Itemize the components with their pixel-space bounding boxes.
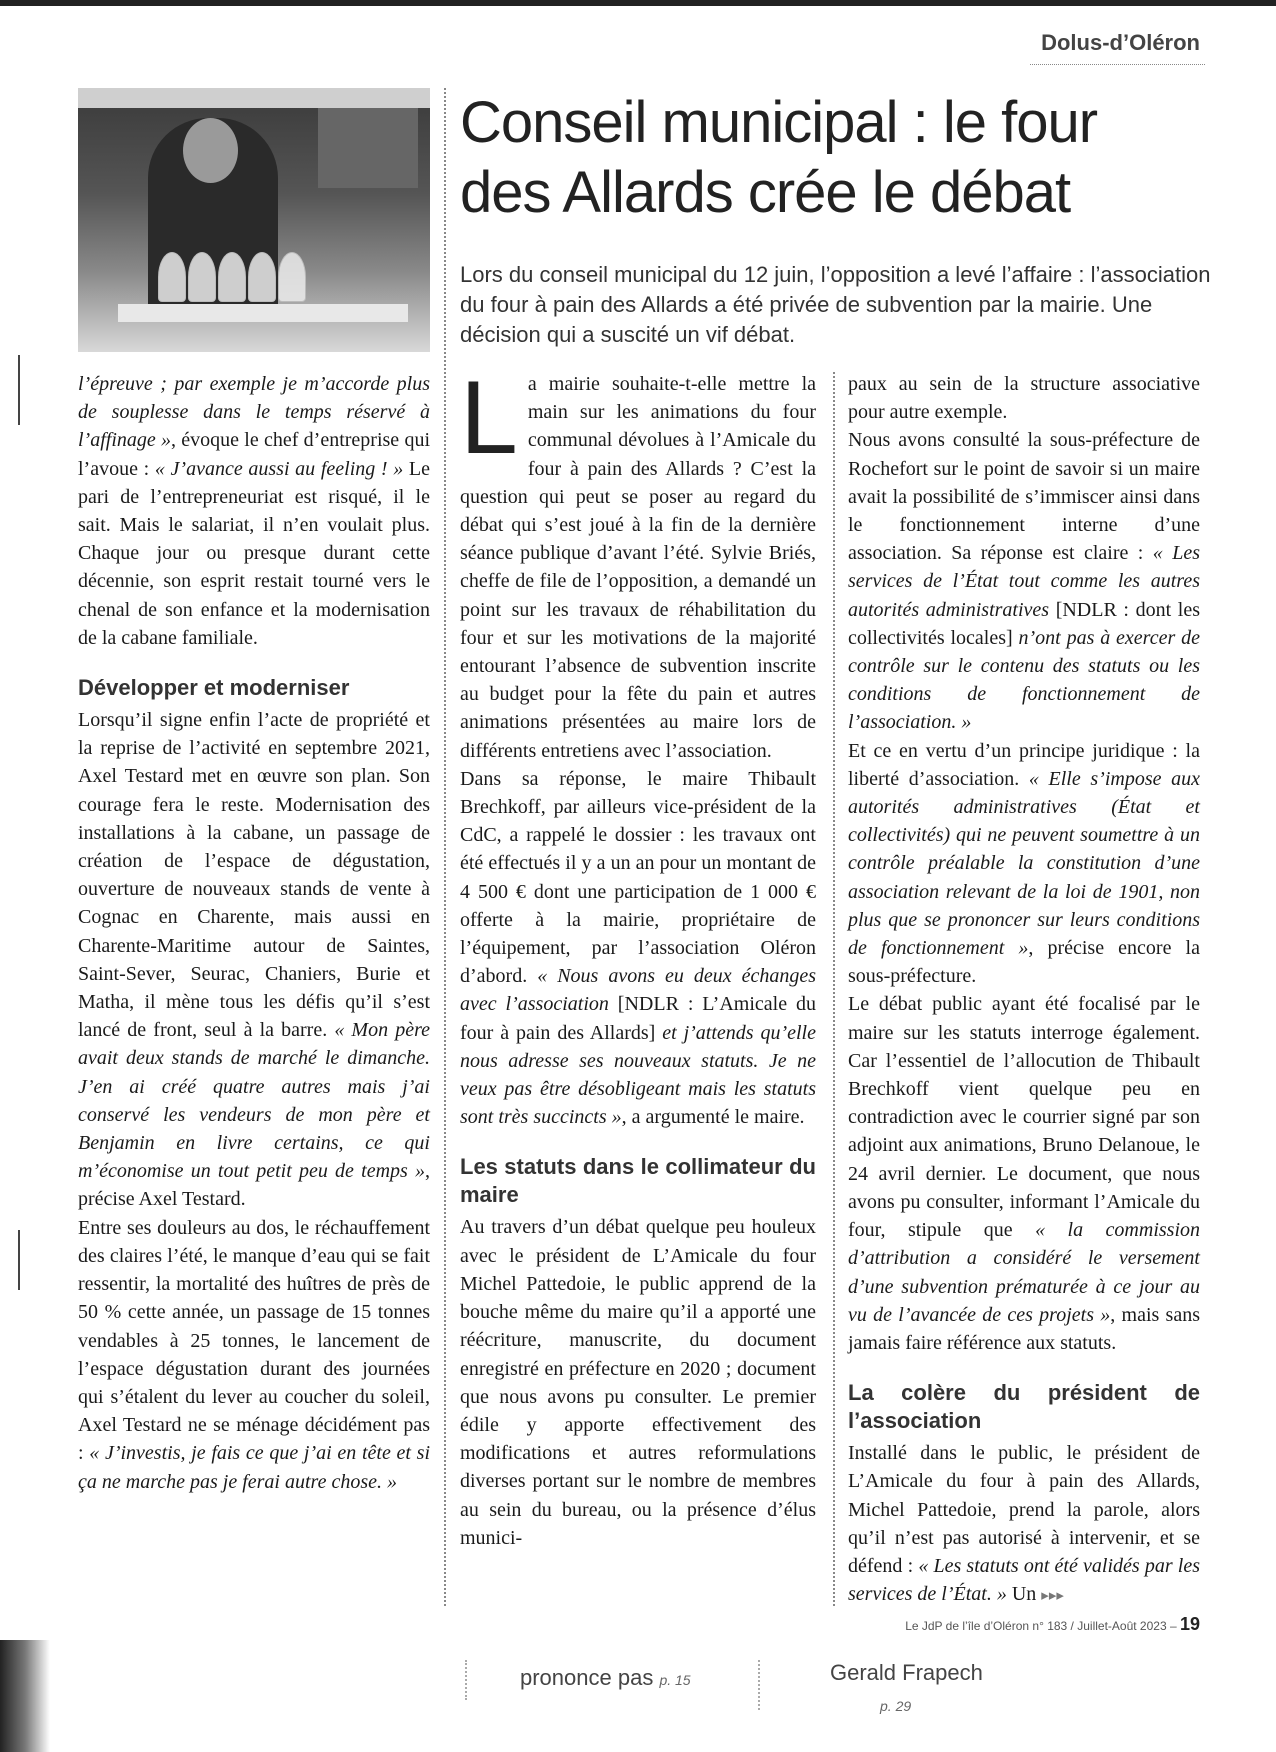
quote-text: « Mon père avait deux stands de marché le dimanche. J’en ai créé quatre autres mais j’ai conservé les vendeurs de mon père et Benjamin en livre certains, ce qui m’économise un tout petit peu de temps » (78, 1019, 430, 1183)
editor-note: [NDLR : dont les collectivités locales] (848, 598, 1200, 649)
body-text: Et ce en vertu d’un principe juridique : la liberté d’association. (848, 739, 1200, 790)
photo-person-head (183, 118, 238, 183)
quote-text: « J’avance aussi au feeling ! » (154, 457, 404, 480)
quote-text: « Les services de l’État tout comme les autres autorités administratives (848, 542, 1200, 621)
column-1 (78, 370, 430, 1496)
scan-mark (18, 355, 20, 425)
bleed-separator (758, 1660, 760, 1710)
next-page-teaser-2 (830, 1660, 983, 1686)
col1-paragraph-1 (78, 370, 430, 652)
drop-cap: L (460, 360, 518, 476)
subhead-colere: La colère du président de l’association (848, 1380, 1200, 1434)
col3-paragraph-2 (848, 426, 1200, 736)
photo-tray (118, 304, 408, 322)
body-text: Dans sa réponse, le maire Thibault Brechkoff, par ailleurs vice-président de la CdC, a rappelé le dossier : les travaux ont été effectués il y a un an pour un montant de 4 500 € dont une participation de 1 000 € offerte à la mairie, propriétaire de l’équipement, par l’association Oléron d’abord. (460, 767, 816, 988)
quote-text: « Les statuts ont été validés par les services de l’État. » (848, 1554, 1200, 1606)
oyster-farmer-photo (78, 88, 430, 352)
col2-paragraph-3 (460, 1213, 816, 1551)
teaser-page-ref: p. 29 (880, 1698, 912, 1714)
headline-line-2: des Allards crée le débat (460, 160, 1071, 225)
article-standfirst: Lors du conseil municipal du 12 juin, l’opposition a levé l’affaire : l’association du four à pain des Allards a été privée de subvention par la mairie. Une décision qui a suscité un vif débat. (460, 262, 1211, 347)
col3-paragraph-3 (848, 737, 1200, 991)
column-3 (848, 370, 1200, 1609)
body-text: Le débat public ayant été focalisé par le maire sur les statuts interroge également. Car l’essentiel de l’allocution de Thibault Brechkoff vient quelque peu en contradiction avec le courrier signé par son adjoint aux animations, Bruno Delanoue, le 24 avril dernier. Le document, que nous avons pu consulter, informant l’Amicale du four, stipule que (848, 993, 1200, 1242)
wine-glass (278, 252, 306, 302)
quote-text: « J’investis, je fais ce que j’ai en tête et si ça ne marche pas je ferai autre chose. » (78, 1442, 431, 1493)
wine-glass (188, 252, 216, 302)
photo-background-rack (318, 108, 418, 188)
next-page-teaser-1 (520, 1665, 691, 1691)
quote-text: « Nous avons eu deux échanges avec l’association (460, 965, 817, 1016)
body-text: a mairie souhaite-t-elle mettre la main sur les animations du four communal dévolues à l’Amicale du four à pain des Allards ? C’est la question qui peut se poser au regard du débat qui s’est joué à la fin de la dernière séance publique d’avant l’été. Sylvie Briés, cheffe de file de l’opposition, a demandé un point sur les travaux de réhabilitation du four et sur les motivations de la majorité entourant l’absence de subvention inscrite au budget pour la fête du pain et autres animations présentées au maire lors de différents entretiens avec l’association. (460, 373, 816, 762)
body-text: Le pari de l’entrepreneuriat est risqué, il le sait. Mais le salariat, il n’en voulait plus. Chaque jour ou presque durant cette décennie, son esprit restait tourné vers le chenal de son enfance et la modernisation de la cabane familiale. (78, 457, 431, 649)
teaser-text: prononce pas (520, 1665, 654, 1690)
section-tag: Dolus-d’Oléron (1041, 30, 1200, 55)
col1-paragraph-3 (78, 1214, 430, 1496)
editor-note: [NDLR : L’Amicale du four à pain des Allards] (460, 993, 816, 1044)
body-text: , précise Axel Testard. (78, 1160, 430, 1211)
column-2 (460, 360, 817, 1552)
body-text: Installé dans le public, le président de L’Amicale du four à pain des Allards, Michel Pattedoie, prend la parole, alors qu’il n’est pas autorisé à intervenir, et se défend : (848, 1442, 1200, 1577)
quote-text: l’épreuve ; par exemple je m’accorde plus de souplesse dans le temps réservé à l’affinage » (78, 373, 430, 452)
column-separator (444, 88, 446, 1606)
scan-mark (18, 1230, 20, 1290)
quote-text: « Elle s’impose aux autorités administratives (État et collectivités) qui ne peuvent soumettre à un contrôle préalable la constitution d’une association relevant de la loi de 1901, non plus que se prononcer sur leurs conditions de fonctionnement » (848, 767, 1200, 960)
continue-arrows-icon: ▸▸▸ (1041, 1586, 1064, 1605)
folio-text: Le JdP de l’île d’Oléron n° 183 / Juillet-Août 2023 – (905, 1619, 1180, 1633)
quote-text: n’ont pas à exercer de contrôle sur le contenu des statuts ou les conditions de fonctionnement de l’association. » (848, 626, 1200, 734)
quote-text: « la commission d’attribution a considéré le versement d’une subvention prématurée à ce jour au vu de l’avancée de ces projets » (848, 1219, 1200, 1326)
body-text: , évoque le chef d’entreprise qui l’avoue : (78, 429, 430, 480)
body-text: , mais sans jamais faire référence aux statuts. (848, 1303, 1200, 1354)
quote-text: et j’attends qu’elle nous adresse ses nouveaux statuts. Je ne veux pas être désobligeant mais les statuts sont très succincts » (460, 1021, 816, 1129)
teaser-page-ref: p. 15 (659, 1672, 691, 1688)
section-underline (1030, 64, 1205, 65)
headline-line-1: Conseil municipal : le four (460, 90, 1098, 155)
col2-paragraph-1 (460, 360, 816, 765)
bleed-separator (465, 1660, 467, 1700)
col3-paragraph-1: paux au sein de la structure associative pour autre exemple. (848, 373, 1200, 424)
next-page-teaser-2-page (880, 1698, 911, 1716)
page-number: 19 (1179, 1614, 1200, 1634)
subhead-statuts: Les statuts dans le collimateur du maire (460, 1154, 816, 1208)
body-text: , a argumenté le maire. (621, 1106, 805, 1129)
col3-paragraph-4 (848, 990, 1200, 1357)
body-text: , précise encore la sous-préfecture. (848, 937, 1200, 988)
page-folio (905, 1614, 1200, 1635)
col2-paragraph-2 (460, 765, 816, 1132)
teaser-text: Gerald Frapech (830, 1660, 983, 1685)
subhead-developper: Développer et moderniser (78, 675, 350, 701)
wine-glass (158, 252, 186, 302)
column-separator (833, 372, 835, 1606)
article-headline (460, 88, 1200, 228)
col1-paragraph-2 (78, 706, 430, 1214)
scan-shadow (0, 1640, 50, 1752)
wine-glass (218, 252, 246, 302)
col3-paragraph-5 (848, 1439, 1200, 1609)
top-rule (0, 0, 1276, 6)
body-text: Lorsqu’il signe enfin l’acte de propriété et la reprise de l’activité en septembre 2021, Axel Testard met en œuvre son plan. Son courage fera le reste. Modernisation des installations à la cabane, un passage de création de l’espace de dégustation, ouverture de nouveaux stands de vente à Cognac en Charente, mais aussi en Charente-Maritime autour de Saintes, Saint-Sever, Seurac, Chaniers, Burie et Matha, il mène tous les défis qu’il s’est lancé de front, seul à la barre. (78, 709, 430, 1042)
body-text: Au travers d’un débat quelque peu houleux avec le président de L’Amicale du four Michel Pattedoie, le public apprend de la bouche même du maire qu’il a apporté une réécriture, manuscrite, du document enregistré en préfecture en 2020 ; document que nous avons pu consulter. Le premier édile y apporte effectivement des modifications et autres reformulations diverses portant sur le nombre de membres au sein du bureau, ou la présence d’élus munici- (460, 1216, 816, 1549)
photo-window-frame (78, 88, 430, 108)
body-text: Un (1006, 1583, 1042, 1606)
body-text: Entre ses douleurs au dos, le réchauffement des claires l’été, le manque d’eau qui se fait ressentir, la mortalité des huîtres de près de 50 % cette année, un passage de 15 tonnes vendables à 25 tonnes, le lancement de l’espace dégustation durant des journées qui s’étalent du lever au coucher du soleil, Axel Testard ne se ménage décidément pas : (78, 1216, 430, 1465)
body-text: Nous avons consulté la sous-préfecture de Rochefort sur le point de savoir si un maire avait la possibilité de s’immiscer ainsi dans le fonctionnement interne d’une association. Sa réponse est claire : (848, 429, 1200, 565)
wine-glass (248, 252, 276, 302)
